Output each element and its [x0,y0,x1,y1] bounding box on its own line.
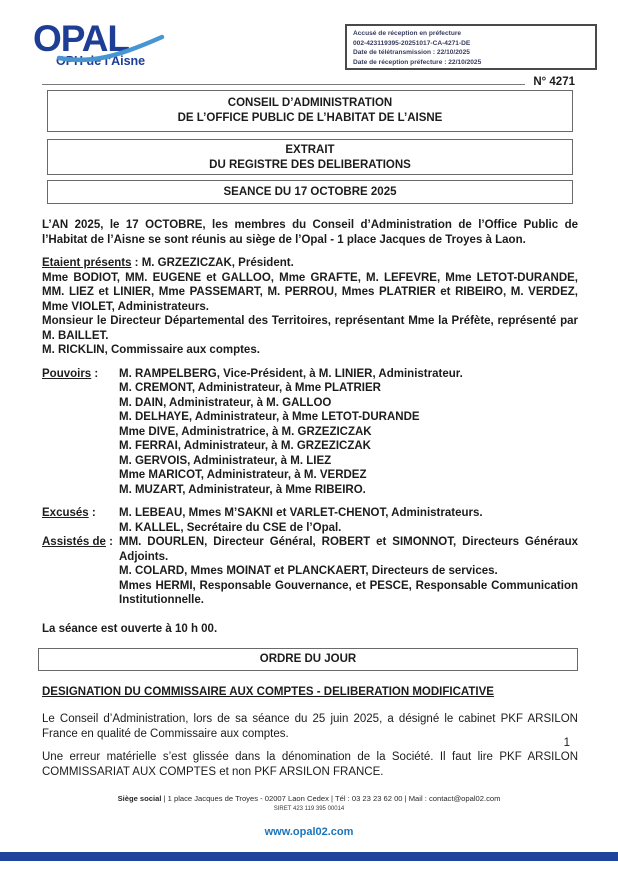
presents-ddt: Monsieur le Directeur Départemental des Territoires, représentant Mme la Préfète, représenté par M. BAILLET. [42,315,578,342]
opal-logo-text: OPAL [33,18,130,59]
ordre-du-jour-box: ORDRE DU JOUR [38,648,578,671]
presents-section [42,256,578,358]
extract-title-line1: EXTRAIT [285,144,335,156]
pouvoirs-item: M. DELHAYE, Administrateur, à Mme LETOT-DURANDE [119,411,420,423]
pouvoirs-item: M. FERRAI, Administrateur, à M. GRZEZICZAK [119,440,371,452]
opal-logo [33,20,183,68]
extract-title-box [47,139,573,175]
excuses-label: Excusés : [42,507,96,519]
pouvoirs-section [42,367,578,498]
pouvoirs-list [119,367,578,498]
page-number: 1 [563,737,570,749]
stamp-line: Date de télétransmission : 22/10/2025 [353,49,470,56]
assistes-item: MM. DOURLEN, Directeur Général, ROBERT et SIMONNOT, Directeurs Généraux Adjoints. [119,536,578,563]
body-paragraph: Le Conseil d’Administration, lors de sa séance du 25 juin 2025, a désigné le cabinet PKF ARSILON France en qualité de Commissaire aux comptes. [42,713,578,740]
document-body [42,218,578,788]
presents-commissaire: M. RICKLIN, Commissaire aux comptes. [42,344,260,356]
pouvoirs-item: Mme MARICOT, Administrateur, à M. VERDEZ [119,469,367,481]
excuses-item: M. LEBEAU, Mmes M’SAKNI et VARLET-CHENOT, Administrateurs. [119,507,483,519]
logo-subtitle: OPH de l'Aisne [56,54,146,68]
pouvoirs-item: M. DAIN, Administrateur, à M. GALLOO [119,396,332,409]
footer-address: Siège social | 1 place Jacques de Troyes - 02007 Laon Cedex | Tél : 03 23 23 62 00 | Mail : contact@opal02.com [117,794,501,803]
excuses-list [119,506,578,535]
footer-website-link[interactable]: www.opal02.com [264,826,354,838]
extract-title-line2: DU REGISTRE DES DELIBERATIONS [209,159,411,171]
assistes-section [42,535,578,608]
assistes-item: M. COLARD, Mmes MOINAT et PLANCKAERT, Directeurs de services. [119,565,498,577]
prefecture-stamp [345,24,597,70]
stamp-line: 002-423119395-20251017-CA-4271-DE [353,39,471,47]
pouvoirs-label: Pouvoirs : [42,367,99,380]
seance-open-line: La séance est ouverte à 10 h 00. [42,622,218,635]
pouvoirs-item: M. RAMPELBERG, Vice-Président, à M. LINIER, Administrateur. [119,367,463,380]
session-title: SEANCE DU 17 OCTOBRE 2025 [223,186,397,198]
doc-number: N° 4271 [533,76,575,88]
org-title-box [47,90,573,132]
stamp-line: Date de réception préfecture : 22/10/2025 [353,58,482,66]
assistes-item: Mmes HERMI, Responsable Gouvernance, et PESCE, Responsable Communication Institutionnelle. [119,579,578,606]
footer-bar [0,852,618,861]
presents-label: Etaient présents [42,257,132,269]
excuses-item: M. KALLEL, Secrétaire du CSE de l’Opal. [119,521,342,534]
org-title-line2: DE L’OFFICE PUBLIC DE L’HABITAT DE L’AISNE [177,112,443,124]
header-rule [42,74,525,85]
pouvoirs-item: M. GERVOIS, Administrateur, à M. LIEZ [119,454,332,467]
session-title-box [47,180,573,204]
org-title-line1: CONSEIL D’ADMINISTRATION [227,97,393,109]
presents-first-line: Etaient présents : M. GRZEZICZAK, Président. [42,257,294,269]
assistes-label: Assistés de : [42,536,113,548]
footer-siret: SIRET 423 119 395 00014 [273,806,345,812]
deliberation-heading: DESIGNATION DU COMMISSAIRE AUX COMPTES - DELIBERATION MODIFICATIVE [42,685,494,698]
intro-paragraph: L’AN 2025, le 17 OCTOBRE, les membres du Conseil d’Administration de l’Office Public de l’Habitat de l’Aisne se sont réunis au siège de l’Opal - 1 place Jacques de Troyes à Laon. [42,219,578,246]
doc-number-row [42,74,575,88]
body-paragraph: Une erreur matérielle s’est glissée dans la dénomination de la Société. Il faut lire PKF ARSILON COMMISSARIAT AUX COMPTES et non PKF ARSILON FRANCE. [42,751,578,778]
assistes-list [119,535,578,608]
excuses-section [42,506,578,535]
stamp-line: Accusé de réception en préfecture [353,30,462,37]
pouvoirs-item: Mme DIVE, Administratrice, à M. GRZEZICZAK [119,425,372,438]
pouvoirs-item: M. MUZART, Administrateur, à Mme RIBEIRO. [119,483,366,496]
presents-administrators: Mme BODIOT, MM. EUGENE et GALLOO, Mme GRAFTE, M. LEFEVRE, Mme LETOT-DURANDE, MM. LIEZ et LINIER, Mme PASSEMART, M. PERROU, Mmes PLATRIER et RIBEIRO, M. VERDEZ, Mme VIOLET, Administrateurs. [42,271,578,313]
pouvoirs-item: M. CREMONT, Administrateur, à Mme PLATRIER [119,382,381,394]
footer-siege-label: Siège social [117,794,162,803]
